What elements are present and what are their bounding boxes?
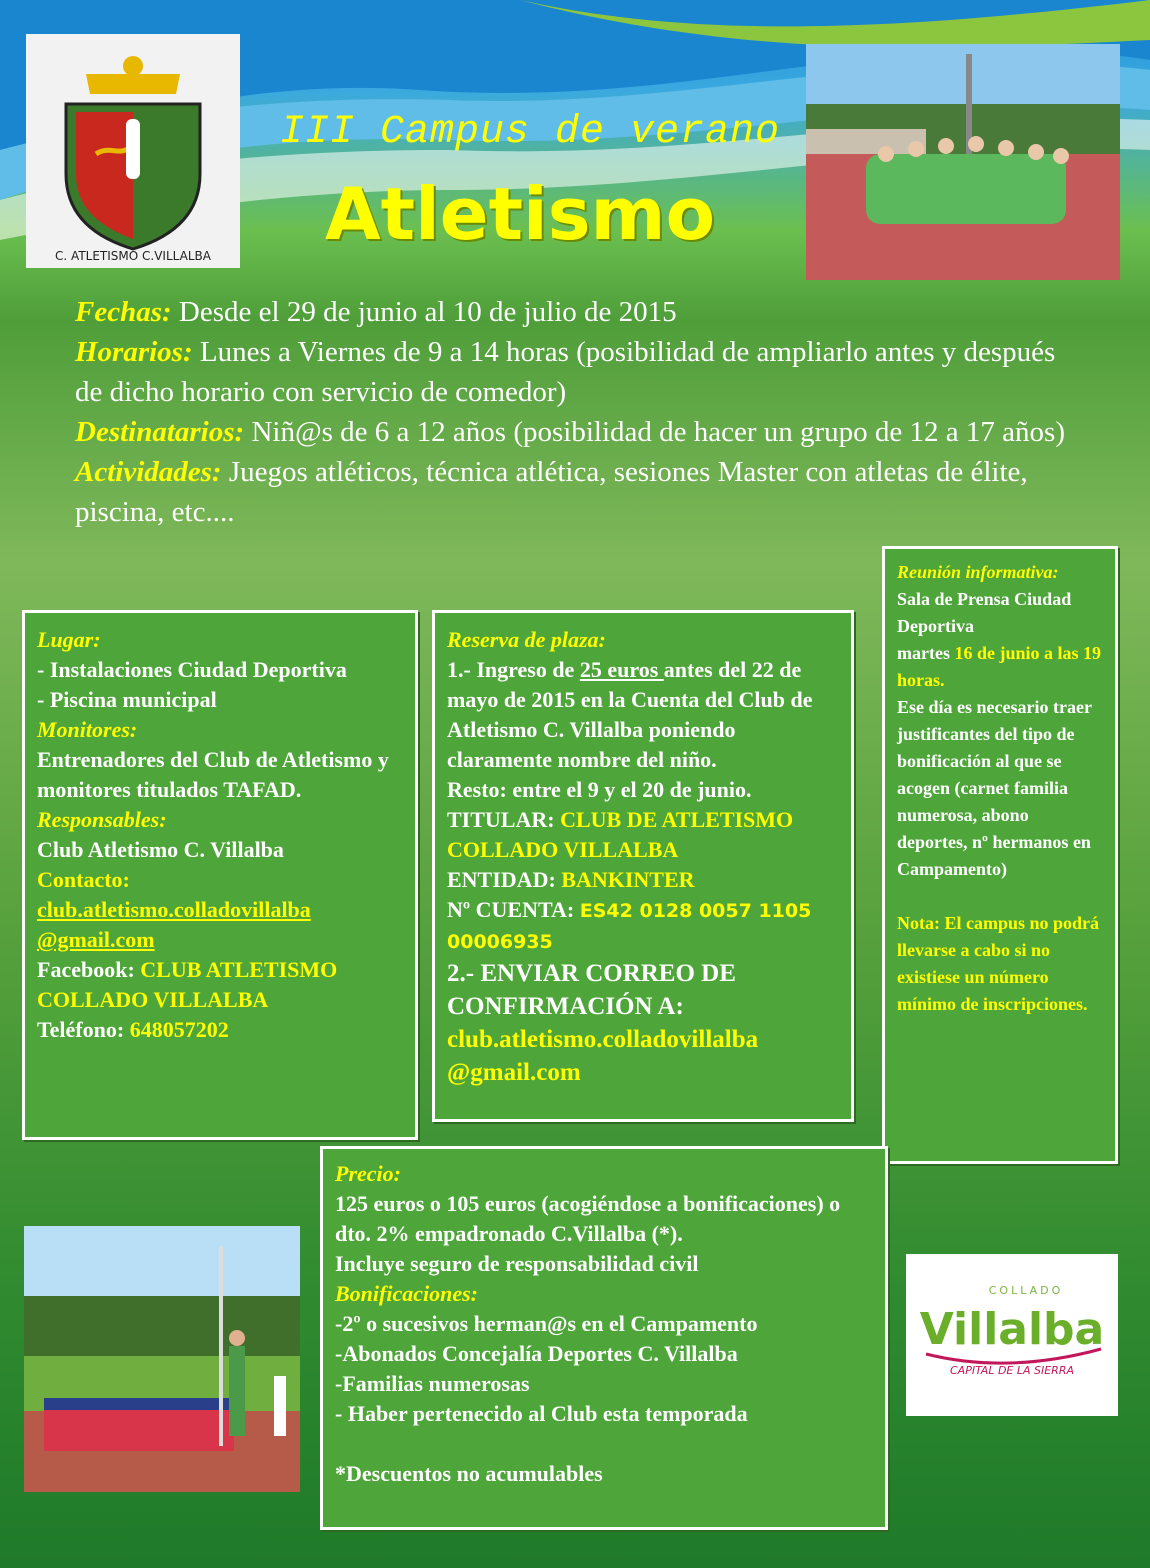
villalba-logo-sub: CAPITAL DE LA SIERRA (950, 1364, 1074, 1377)
bonificacion-item: -Abonados Concejalía Deportes C. Villalba (335, 1341, 738, 1366)
campus-subtitle: III Campus de verano (279, 110, 781, 155)
villalba-logo-top: COLLADO (988, 1284, 1064, 1297)
reunion-label: Reunión informativa: (897, 562, 1059, 582)
precio-text: 125 euros o 105 euros (acogiéndose a bonificaciones) o dto. 2% empadronado C.Villalba (*). (335, 1191, 841, 1246)
titular-value: CLUB DE ATLETISMO COLLADO VILLALBA (447, 807, 794, 862)
resto-text: Resto: entre el 9 y el 20 de junio. (447, 777, 752, 802)
nota-text: El campus no podrá llevarse a cabo si no existiese un número mínimo de inscripciones. (897, 913, 1100, 1014)
bonificacion-item: - Haber pertenecido al Club esta temporada (335, 1401, 748, 1426)
cuenta-value: ES42 0128 0057 1105 00006935 (447, 900, 812, 953)
reserva-label: Reserva de plaza: (447, 627, 606, 652)
intro-section (75, 292, 1065, 532)
responsables-text: Club Atletismo C. Villalba (37, 837, 284, 862)
villalba-logo (906, 1254, 1118, 1416)
destinatarios-label: Destinatarios: (75, 416, 245, 448)
horarios-text: Lunes a Viernes de 9 a 14 horas (posibilidad de ampliarlo antes y después de dicho horario con servicio de comedor) (75, 336, 1056, 408)
page-title: Atletismo (324, 172, 716, 256)
monitores-label: Monitores: (37, 717, 138, 742)
step2-text: 2.- ENVIAR CORREO DE CONFIRMACIÓN A: (447, 960, 736, 1020)
actividades-label: Actividades: (75, 456, 222, 488)
lugar-item: - Piscina municipal (37, 687, 217, 712)
reunion-box (882, 546, 1118, 1164)
club-logo-text: C. ATLETISMO C.VILLALBA (55, 249, 211, 263)
confirmation-email-link[interactable]: club.atletismo.colladovillalba @gmail.com (447, 1026, 759, 1086)
fechas-text: Desde el 29 de junio al 10 de julio de 2015 (171, 296, 677, 328)
reunion-place: Sala de Prensa Ciudad Deportiva (897, 589, 1072, 636)
step1-text: 1.- Ingreso de (447, 657, 580, 682)
destinatarios-text: Niñ@s de 6 a 12 años (posibilidad de hacer un grupo de 12 a 17 años) (244, 416, 1065, 448)
titular-label: TITULAR: (447, 807, 561, 832)
monitores-text: Entrenadores del Club de Atletismo y monitores titulados TAFAD. (37, 747, 389, 802)
contacto-label: Contacto: (37, 867, 130, 892)
group-photo-track (806, 44, 1120, 280)
responsables-label: Responsables: (37, 807, 167, 832)
facebook-value: CLUB ATLETISMO COLLADO VILLALBA (37, 957, 338, 1012)
club-logo (26, 34, 240, 268)
bonificacion-item: -Familias numerosas (335, 1371, 530, 1396)
entidad-label: ENTIDAD: (447, 867, 562, 892)
fechas-label: Fechas: (75, 296, 172, 328)
lugar-item: - Instalaciones Ciudad Deportiva (37, 657, 347, 682)
cuenta-label: Nº CUENTA: (447, 897, 580, 922)
actividades-text: Juegos atléticos, técnica atlética, sesiones Master con atletas de élite, piscina, etc.... (75, 456, 1028, 528)
step1-text-cont: antes del 22 de mayo de 2015 en la Cuenta del Club de Atletismo C. Villalba poniendo claramente nombre del niño. (447, 657, 813, 772)
seguro-text: Incluye seguro de responsabilidad civil (335, 1251, 699, 1276)
villalba-logo-main: Villalba (919, 1304, 1105, 1355)
reunion-body: Ese día es necesario traer justificantes del tipo de bonificación al que se acogen (carnet familia numerosa, abono deportes, nº hermanos en Campamento) (897, 697, 1092, 879)
lugar-box (22, 610, 418, 1140)
facebook-label: Facebook: (37, 957, 141, 982)
precio-label: Precio: (335, 1161, 401, 1186)
telefono-value: 648057202 (129, 1017, 229, 1042)
horarios-label: Horarios: (75, 336, 193, 368)
high-jump-photo (24, 1226, 300, 1492)
reunion-date: 16 de junio a las 19 horas. (897, 643, 1102, 690)
precio-box (320, 1146, 888, 1530)
reunion-date-prefix: martes (897, 643, 955, 663)
bonificaciones-label: Bonificaciones: (335, 1281, 478, 1306)
telefono-label: Teléfono: (37, 1017, 130, 1042)
entidad-value: BANKINTER (561, 867, 695, 892)
reserva-box (432, 610, 854, 1122)
nota-label: Nota: (897, 913, 945, 933)
descuentos-note: *Descuentos no acumulables (335, 1461, 603, 1486)
contact-email-link[interactable]: club.atletismo.colladovillalba @gmail.com (37, 897, 311, 952)
step1-amount: 25 euros (579, 657, 664, 682)
lugar-label: Lugar: (37, 627, 101, 652)
bonificacion-item: -2º o sucesivos herman@s en el Campamento (335, 1311, 758, 1336)
